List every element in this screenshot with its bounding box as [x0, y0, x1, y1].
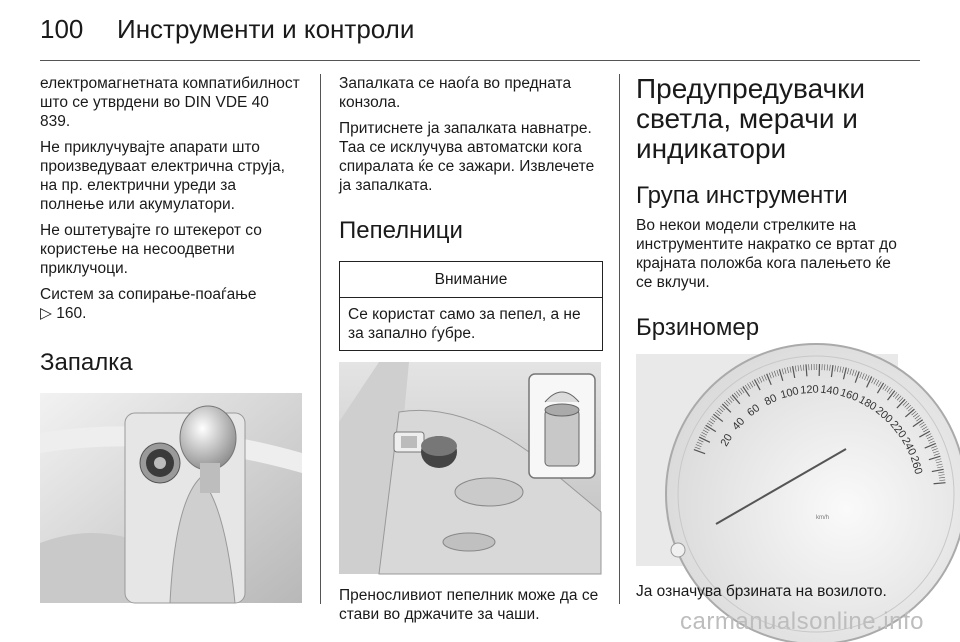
section-heading-ashtrays: Пепелници — [339, 217, 463, 244]
page-number: 100 — [40, 14, 84, 44]
speedometer-label: 60 — [745, 402, 763, 420]
speedometer-label: 220 — [887, 418, 909, 441]
watermark: carmanualsonline.info — [680, 608, 924, 635]
warning-text: Се користат само за пепел, а не за запално ѓубре. — [348, 306, 581, 342]
speedometer-label: 200 — [873, 404, 895, 426]
subsection-heading-instrument-cluster: Група инструменти — [636, 182, 848, 209]
paragraph: Не приклучувајте апарати што произведуваат електрична струја, на пр. електрични уреди за полнење или акумулатори. — [40, 139, 285, 213]
header-rule — [40, 60, 920, 61]
speedometer-label: 140 — [819, 383, 840, 398]
column-2 — [339, 74, 603, 631]
speedometer-label: 160 — [838, 386, 860, 404]
paragraph: Во некои модели стрелките на инструментите накратко се вртат до крајната положба кога палењето ќе се вклучи. — [636, 217, 897, 291]
speedometer-label: 40 — [730, 415, 748, 433]
warning-box — [339, 261, 603, 351]
page-title: Инструменти и контроли — [117, 14, 415, 44]
section-heading-warnings: Предупредувачки светла, мерачи и индикатори — [636, 73, 866, 164]
speed-unit: km/h — [816, 515, 830, 521]
warning-title: Внимание — [340, 262, 602, 298]
speedometer-label: 260 — [907, 454, 925, 476]
paragraph-text: Систем за сопирање-поаѓање — [40, 286, 257, 303]
speedometer-label: 100 — [779, 385, 801, 402]
column-3 — [636, 73, 925, 608]
figure-caption: Ја означува брзината на возилото. — [636, 583, 887, 600]
speedometer-gauge — [636, 354, 925, 566]
ashtray-image — [339, 362, 601, 574]
paragraph: Не оштетувајте го штекерот со користење на несоодветни приклучоци. — [40, 222, 262, 277]
paragraph: Притиснете ја запалката навнатре. Таа се исклучува автоматски кога спиралата ќе се зажари. Извлечете ја запалката. — [339, 120, 595, 194]
column-divider — [619, 74, 620, 604]
speedometer-image — [636, 354, 925, 566]
speedometer-label: 80 — [762, 392, 779, 409]
cross-reference-link[interactable]: 160. — [56, 305, 87, 322]
column-1 — [40, 74, 302, 603]
speedometer-label: 120 — [799, 383, 820, 397]
speedometer-label: 20 — [718, 431, 736, 449]
subsection-heading-speedometer: Брзиномер — [636, 314, 760, 341]
paragraph: електромагнетната компатибилност што се утврдени во DIN VDE 40 839. — [40, 75, 300, 130]
speedometer-label: 180 — [856, 393, 879, 414]
cross-reference-arrow-icon: ▷ — [40, 305, 52, 322]
section-heading-lighter: Запалка — [40, 349, 133, 376]
figure-caption: Преносливиот пепелник може да се стави во држачите за чаши. — [339, 587, 599, 623]
paragraph: Запалката се наоѓа во предната конзола. — [339, 75, 572, 111]
paragraph — [40, 285, 302, 323]
speedometer-label: 240 — [899, 435, 919, 458]
column-divider — [320, 74, 321, 604]
cigarette-lighter-image — [40, 393, 302, 603]
